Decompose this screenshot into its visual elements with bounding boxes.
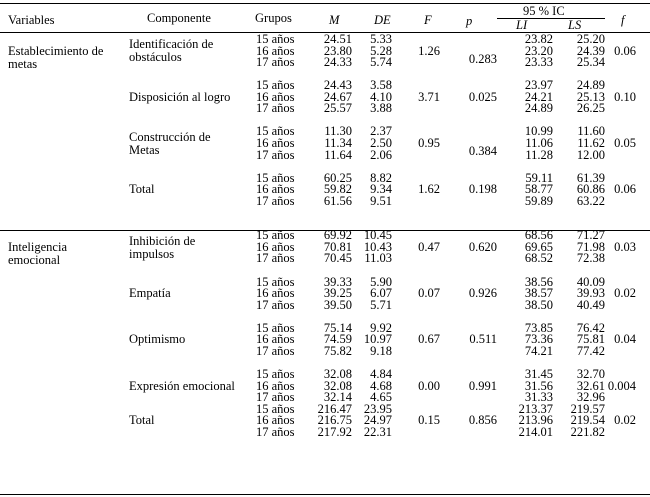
group-label: 16 años	[256, 182, 295, 197]
component-label: Total	[129, 413, 155, 428]
effect-size-value: 0.004	[607, 378, 636, 393]
ls-value: 221.82	[570, 424, 605, 439]
ls-value: 63.22	[576, 193, 605, 208]
p-value: 0.198	[468, 182, 497, 197]
de-value: 5.71	[370, 297, 392, 312]
ls-value: 24.89	[576, 78, 605, 93]
group-label: 15 años	[256, 170, 295, 185]
f-stat-value: 1.62	[418, 182, 440, 197]
de-value: 10.45	[363, 228, 392, 243]
variable-label: emocional	[8, 252, 61, 267]
ls-value: 40.49	[576, 297, 605, 312]
group-label: 17 años	[256, 147, 295, 162]
de-value: 2.37	[370, 124, 392, 139]
li-value: 11.06	[525, 135, 553, 150]
de-value: 9.34	[370, 182, 392, 197]
f-stat-value: 0.07	[418, 286, 440, 301]
header-variables: Variables	[8, 13, 55, 27]
de-value: 24.97	[363, 413, 392, 428]
group-label: 17 años	[256, 251, 295, 266]
li-value: 23.33	[524, 55, 553, 70]
p-value: 0.926	[468, 286, 497, 301]
li-value: 69.65	[524, 239, 553, 254]
m-value: 24.33	[323, 55, 352, 70]
ls-value: 77.42	[576, 343, 605, 358]
group-label: 17 años	[256, 424, 295, 439]
m-value: 39.33	[323, 274, 352, 289]
li-value: 31.56	[524, 378, 553, 393]
group-label: 17 años	[256, 390, 295, 405]
group-label: 15 años	[256, 124, 295, 139]
de-value: 9.92	[370, 320, 392, 335]
group-label: 16 años	[256, 413, 295, 428]
component-label: Identificación de	[129, 37, 214, 52]
variable-label: Establecimiento de	[8, 43, 104, 58]
group-label: 17 años	[256, 101, 295, 116]
m-value: 24.43	[323, 78, 352, 93]
group-label: 17 años	[256, 55, 295, 70]
header-ic: 95 % IC	[523, 4, 565, 18]
header-p: p	[466, 14, 473, 28]
p-value: 0.511	[469, 332, 497, 347]
group-label: 15 años	[256, 78, 295, 93]
li-value: 38.56	[524, 274, 553, 289]
m-value: 216.75	[317, 413, 352, 428]
group-label: 17 años	[256, 343, 295, 358]
de-value: 2.50	[370, 135, 392, 150]
m-value: 11.34	[324, 135, 352, 150]
header-m: M	[329, 13, 340, 27]
group-label: 17 años	[256, 297, 295, 312]
f-stat-value: 0.95	[418, 135, 440, 150]
header-ls: LS	[568, 18, 582, 32]
p-value: 0.620	[468, 239, 497, 254]
li-value: 24.89	[524, 101, 553, 116]
group-label: 15 años	[256, 274, 295, 289]
header-li: LI	[516, 18, 528, 32]
p-value: 0.025	[468, 89, 497, 104]
m-value: 39.50	[323, 297, 352, 312]
p-value: 0.283	[468, 51, 497, 66]
effect-size-value: 0.04	[614, 332, 636, 347]
m-value: 25.57	[323, 101, 352, 116]
li-value: 24.21	[524, 89, 553, 104]
de-value: 10.43	[363, 239, 392, 254]
group-label: 16 años	[256, 89, 295, 104]
component-label: Optimismo	[129, 332, 186, 347]
group-label: 16 años	[256, 43, 295, 58]
m-value: 39.25	[323, 286, 352, 301]
li-value: 73.36	[524, 332, 553, 347]
m-value: 74.59	[323, 332, 352, 347]
li-value: 213.96	[518, 413, 553, 428]
ls-value: 32.61	[576, 378, 605, 393]
ls-value: 25.34	[576, 55, 605, 70]
ls-value: 219.54	[570, 413, 605, 428]
ls-value: 25.13	[576, 89, 605, 104]
m-value: 24.51	[323, 32, 352, 46]
group-label: 15 años	[256, 32, 295, 46]
li-value: 74.21	[524, 343, 553, 358]
group-label: 15 años	[256, 320, 295, 335]
de-value: 3.58	[370, 78, 392, 93]
ls-value: 11.62	[577, 135, 605, 150]
ls-value: 60.86	[576, 182, 605, 197]
m-value: 11.30	[324, 124, 352, 139]
group-label: 16 años	[256, 135, 295, 150]
p-value: 0.991	[468, 378, 497, 393]
li-value: 73.85	[524, 320, 553, 335]
m-value: 11.64	[324, 147, 352, 162]
ls-value: 76.42	[576, 320, 605, 335]
li-value: 214.01	[518, 424, 553, 439]
section-divider	[0, 230, 650, 231]
header-f: F	[424, 13, 432, 27]
de-value: 22.31	[363, 424, 392, 439]
de-value: 9.18	[370, 343, 392, 358]
effect-size-value: 0.06	[614, 43, 636, 58]
m-value: 70.81	[323, 239, 352, 254]
effect-size-value: 0.02	[614, 413, 636, 428]
li-value: 58.77	[524, 182, 553, 197]
m-value: 23.80	[323, 43, 352, 58]
m-value: 69.92	[323, 228, 352, 243]
ls-value: 24.39	[576, 43, 605, 58]
de-value: 5.28	[370, 43, 392, 58]
de-value: 23.95	[363, 401, 392, 416]
group-label: 16 años	[256, 239, 295, 254]
m-value: 75.14	[323, 320, 352, 335]
m-value: 61.56	[323, 193, 352, 208]
de-value: 4.68	[370, 378, 392, 393]
li-value: 31.45	[524, 366, 553, 381]
m-value: 32.14	[323, 390, 352, 405]
component-label: obstáculos	[129, 50, 182, 65]
group-label: 16 años	[256, 286, 295, 301]
ls-value: 72.38	[576, 251, 605, 266]
ls-value: 32.70	[576, 366, 605, 381]
m-value: 216.47	[317, 401, 352, 416]
de-value: 11.03	[364, 251, 392, 266]
component-label: impulsos	[129, 246, 175, 261]
effect-size-value: 0.05	[614, 135, 636, 150]
li-value: 10.99	[524, 124, 553, 139]
li-value: 31.33	[524, 390, 553, 405]
ls-value: 71.27	[576, 228, 605, 243]
de-value: 5.33	[370, 32, 392, 46]
p-value: 0.384	[468, 143, 497, 158]
m-value: 217.92	[317, 424, 352, 439]
variable-label: metas	[8, 56, 38, 71]
ls-value: 25.20	[576, 32, 605, 46]
f-stat-value: 0.47	[418, 239, 440, 254]
f-stat-value: 0.15	[418, 413, 440, 428]
group-label: 15 años	[256, 228, 295, 243]
li-value: 23.97	[524, 78, 553, 93]
li-value: 38.57	[524, 286, 553, 301]
li-value: 68.52	[524, 251, 553, 266]
component-label: Empatía	[129, 286, 171, 301]
ls-value: 75.81	[576, 332, 605, 347]
group-label: 15 años	[256, 401, 295, 416]
li-value: 23.20	[524, 43, 553, 58]
effect-size-value: 0.02	[614, 286, 636, 301]
de-value: 2.06	[370, 147, 392, 162]
de-value: 6.07	[370, 286, 392, 301]
group-label: 16 años	[256, 378, 295, 393]
f-stat-value: 1.26	[418, 43, 440, 58]
component-label: Inhibición de	[129, 233, 196, 248]
group-label: 17 años	[256, 193, 295, 208]
component-label: Metas	[129, 142, 160, 157]
component-label: Construcción de	[129, 129, 211, 144]
effect-size-value: 0.10	[614, 89, 636, 104]
de-value: 5.90	[370, 274, 392, 289]
header-grupos: Grupos	[255, 11, 292, 25]
ls-value: 26.25	[576, 101, 605, 116]
m-value: 32.08	[323, 378, 352, 393]
de-value: 5.74	[370, 55, 392, 70]
m-value: 75.82	[323, 343, 352, 358]
li-value: 213.37	[518, 401, 553, 416]
m-value: 60.25	[323, 170, 352, 185]
ls-value: 12.00	[576, 147, 605, 162]
group-label: 15 años	[256, 366, 295, 381]
de-value: 4.84	[370, 366, 392, 381]
f-stat-value: 3.71	[418, 89, 440, 104]
m-value: 32.08	[323, 366, 352, 381]
m-value: 59.82	[323, 182, 352, 197]
header-componente: Componente	[147, 11, 211, 25]
variable-label: Inteligencia	[8, 239, 67, 254]
p-value: 0.856	[468, 413, 497, 428]
de-value: 4.65	[370, 390, 392, 405]
component-label: Disposición al logro	[129, 89, 231, 104]
f-stat-value: 0.67	[418, 332, 440, 347]
table-bottom-rule	[0, 494, 650, 495]
li-value: 23.82	[524, 32, 553, 46]
de-value: 9.51	[370, 193, 392, 208]
li-value: 68.56	[524, 228, 553, 243]
f-stat-value: 0.00	[418, 378, 440, 393]
component-label: Expresión emocional	[129, 378, 235, 393]
ls-value: 40.09	[576, 274, 605, 289]
component-label: Total	[129, 182, 155, 197]
de-value: 3.88	[370, 101, 392, 116]
effect-size-value: 0.06	[614, 182, 636, 197]
li-value: 59.89	[524, 193, 553, 208]
m-value: 24.67	[323, 89, 352, 104]
header-de: DE	[374, 13, 391, 27]
li-value: 11.28	[525, 147, 553, 162]
effect-size-value: 0.03	[614, 239, 636, 254]
ls-value: 61.39	[576, 170, 605, 185]
ls-value: 219.57	[570, 401, 605, 416]
m-value: 70.45	[323, 251, 352, 266]
ls-value: 32.96	[576, 390, 605, 405]
group-label: 16 años	[256, 332, 295, 347]
de-value: 4.10	[370, 89, 392, 104]
ic-rule	[497, 18, 605, 19]
ls-value: 11.60	[577, 124, 605, 139]
header-f-effect: f	[621, 13, 625, 27]
li-value: 38.50	[524, 297, 553, 312]
de-value: 10.97	[363, 332, 392, 347]
ls-value: 71.98	[576, 239, 605, 254]
li-value: 59.11	[525, 170, 553, 185]
de-value: 8.82	[370, 170, 392, 185]
ls-value: 39.93	[576, 286, 605, 301]
